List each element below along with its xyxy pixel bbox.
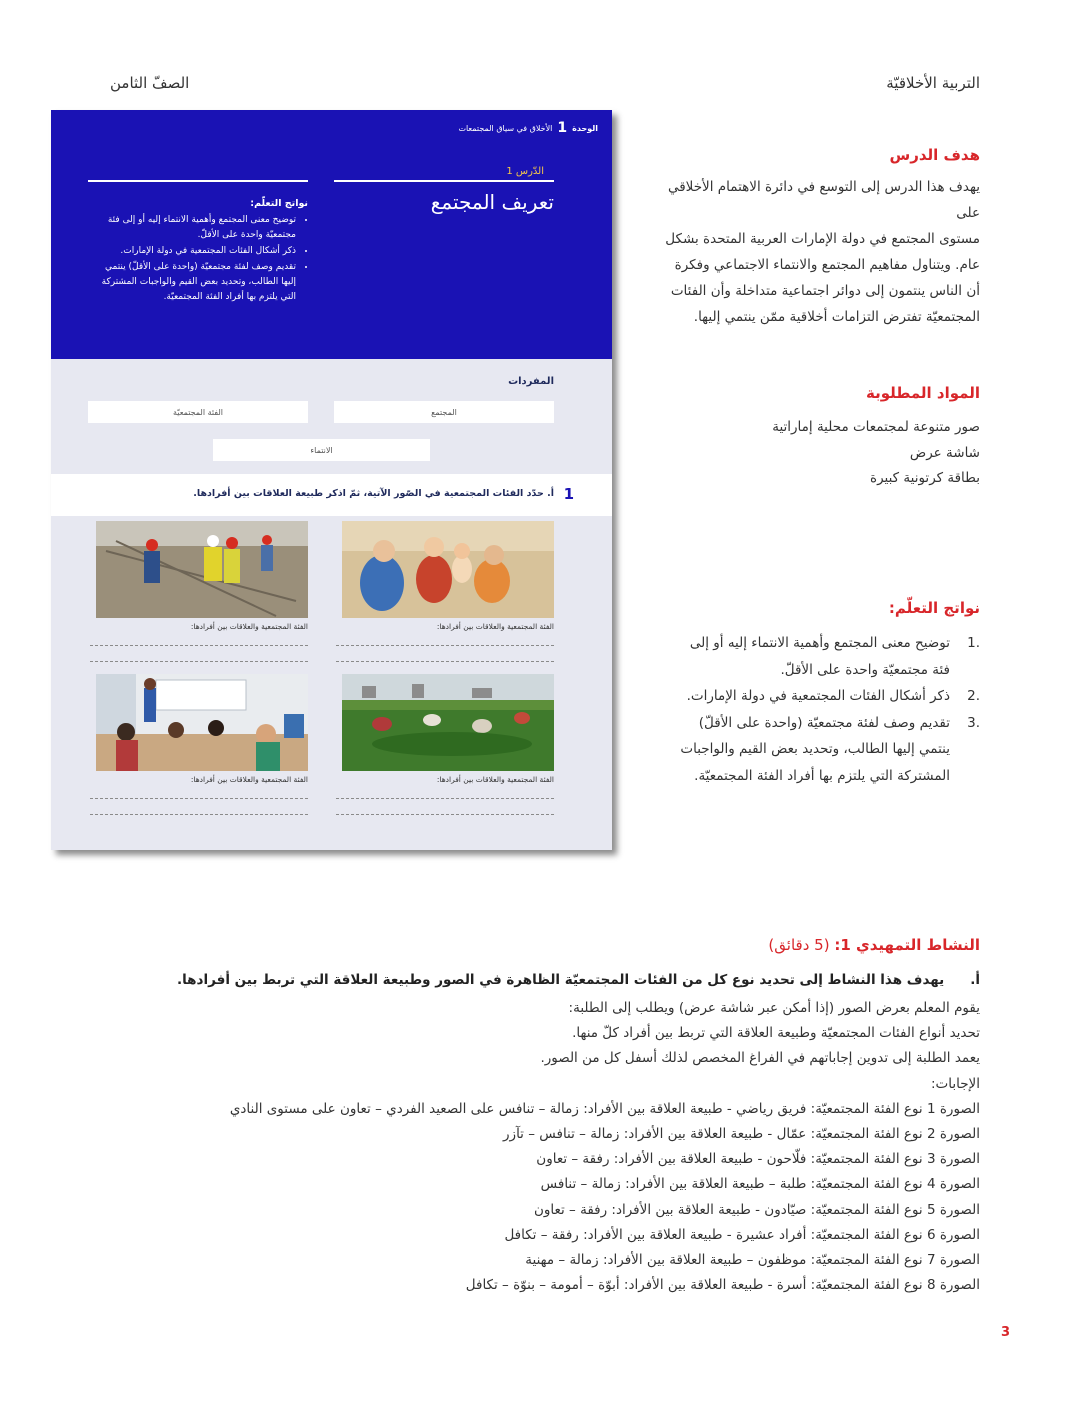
answer-line [336, 645, 554, 646]
activity-line: الإجابات: [930, 1075, 980, 1092]
subject-title: التربية الأخلاقيّة [886, 74, 980, 92]
student-book-page [51, 110, 612, 850]
book-outcome-item: • ذكر أشكال الفئات المجتمعية في دولة الإمارات. [88, 244, 296, 259]
question-number: 1 [563, 485, 574, 503]
photo-caption: الفئة المجتمعية والعلاقات بين أفرادها: [436, 775, 554, 784]
vocab-title: المفردات [508, 376, 554, 387]
outcome-text: تقديم وصف لفئة مجتمعيّة (واحدة على الأقلّ) ينتمي إليها الطالب، وتحديد بعض القيم والواجبات المشتركة التي يلتزم بها أفراد الفئة المجتمعيّة. [680, 714, 950, 784]
answer-line [336, 814, 554, 815]
lesson-label: الدّرس 1 [506, 166, 544, 177]
book-outcome-item: • تقديم وصف لفئة مجتمعيّة (واحدة على الأقلّ) ينتمي إليها الطالب، وتحديد بعض القيم والواجبات المشتركة التي يلتزم بها أفراد الفئة المجتمعيّة. [88, 260, 296, 305]
outcome-text: ذكر أشكال الفئات المجتمعية في دولة الإمارات. [686, 688, 950, 704]
activity-title-bold: النشاط التمهيدي 1: [834, 936, 980, 954]
answer-line-4: الصورة 4 نوع الفئة المجتمعيّة: طلبة – طبيعة العلاقة بين الأفراد: زمالة – تنافس [540, 1176, 980, 1193]
outcome-item [670, 710, 980, 790]
outcomes-rule [88, 180, 308, 182]
farmers-in-field-photo [342, 674, 554, 771]
answer-line [336, 798, 554, 799]
lesson-title: تعريف المجتمع [430, 190, 554, 214]
book-outcomes [88, 196, 308, 306]
answer-line-6: الصورة 6 نوع الفئة المجتمعيّة: أفراد عشيرة - طبيعة العلاقة بين الأفراد: رفقة – تكافل [504, 1226, 980, 1243]
vocab-box: الفئة المجتمعيّة [88, 401, 308, 423]
part-a-text: يهدف هذا النشاط إلى تحديد نوع كل من الفئات المجتمعيّة الظاهرة في الصور وطبيعة العلاقة التي تربط بين أفرادها. [176, 972, 945, 988]
material-item: شاشة عرض [909, 444, 980, 461]
part-a-letter: أ. [970, 972, 980, 988]
outcome-number: .1 [967, 635, 980, 651]
unit-title: الأخلاق في سياق المجتمعات [458, 123, 553, 133]
answer-line-2: الصورة 2 نوع الفئة المجتمعيّة: عمّال - طبيعة العلاقة بين الأفراد: زمالة – تنافس – تآزر [503, 1126, 980, 1143]
activity-part-a [177, 972, 980, 988]
goal-line: يهدف هذا الدرس إلى التوسع في دائرة الاهتمام الأخلاقي على [667, 179, 980, 221]
photo-caption: الفئة المجتمعية والعلاقات بين أفرادها: [190, 775, 308, 784]
activity-line: تحديد أنواع الفئات المجتمعيّة وطبيعة العلاقة التي تربط بين أفراد كلّ منها. [572, 1025, 980, 1042]
outcomes-list [670, 630, 980, 789]
outcome-item [670, 630, 980, 683]
goal-line: المجتمعيّة تفترض التزامات أخلاقية ممّن ينتمي إليها. [693, 309, 980, 325]
book-outcomes-title: نواتج التعلّم: [250, 198, 308, 209]
activity-duration: (5 دقائق) [768, 936, 830, 954]
classroom-photo [96, 674, 308, 771]
outcomes-title: نواتج التعلّم: [888, 599, 980, 617]
material-item: صور متنوعة لمجتمعات محلية إماراتية [772, 419, 980, 435]
goal-line: أن الناس ينتمون إلى دوائر اجتماعية متداخلة وأن الفئات [670, 283, 980, 299]
answer-line [336, 661, 554, 662]
goal-title: هدف الدرس [889, 146, 980, 164]
activity-line: يعمد الطلبة إلى تدوين إجاباتهم في الفراغ المخصص لذلك أسفل كل من الصور. [540, 1050, 980, 1067]
answer-line-8: الصورة 8 نوع الفئة المجتمعيّة: أسرة - طبيعة العلاقة بين الأفراد: أبوّة – أمومة – بنوّة – تكافل [465, 1277, 980, 1294]
activity-title [768, 936, 980, 954]
question-text: أ. حدّد الفئات المجتمعية في الصّور الآتية، ثمّ اذكر طبيعة العلاقات بين أفرادها. [193, 488, 554, 499]
question-bar [51, 474, 612, 516]
lesson-rule [334, 180, 554, 182]
materials-title: المواد المطلوبة [866, 384, 980, 402]
goal-line: مستوى المجتمع في دولة الإمارات العربية المتحدة بشكل [665, 231, 980, 247]
grade-label: الصفّ الثامن [110, 74, 190, 92]
outcome-number: .2 [967, 688, 980, 704]
activity-lines [100, 996, 980, 1298]
unit-number: 1 [557, 120, 568, 136]
activity-line: يقوم المعلم بعرض الصور (إذا أمكن عبر شاشة عرض) ويطلب إلى الطلبة: [568, 1000, 980, 1016]
photo-caption: الفئة المجتمعية والعلاقات بين أفرادها: [436, 622, 554, 631]
answer-line-1: الصورة 1 نوع الفئة المجتمعيّة: فريق رياضي - طبيعة العلاقة بين الأفراد: زمالة – تنافس على الصعيد الفردي – تعاون على مستوى النادي [229, 1100, 980, 1117]
answer-line [90, 661, 308, 662]
book-outcome-item: • توضيح معنى المجتمع وأهمية الانتماء إليه أو إلى فئة مجتمعيّة واحدة على الأقلّ. [88, 213, 296, 243]
answer-line-7: الصورة 7 نوع الفئة المجتمعيّة: موظفون – طبيعة العلاقة بين الأفراد: زمالة – مهنية [525, 1252, 980, 1269]
answer-line [90, 814, 308, 815]
vocab-box: الانتماء [213, 439, 430, 461]
unit-line [458, 120, 598, 136]
answer-line [90, 798, 308, 799]
page-number: 3 [1000, 1325, 1010, 1340]
boys-on-beach-photo [342, 521, 554, 618]
answer-line [90, 645, 308, 646]
answer-line-5: الصورة 5 نوع الفئة المجتمعيّة: صيّادون - طبيعة العلاقة بين الأفراد: رفقة – تعاون [533, 1201, 980, 1218]
lesson-header-panel [51, 110, 612, 359]
unit-word: الوحدة [572, 123, 598, 133]
material-item: بطاقة كرتونية كبيرة [870, 470, 980, 486]
outcome-item [670, 683, 980, 710]
vocab-box: المجتمع [334, 401, 554, 423]
goal-line: عام. ويتناول مفاهيم المجتمع والانتماء الاجتماعي وفكرة [674, 257, 980, 273]
outcome-text: توضيح معنى المجتمع وأهمية الانتماء إليه أو إلى فئة مجتمعيّة واحدة على الأقلّ. [689, 635, 950, 678]
goal-paragraph [660, 174, 980, 330]
answer-line-3: الصورة 3 نوع الفئة المجتمعيّة: فلّاحون - طبيعة العلاقة بين الأفراد: رفقة – تعاون [536, 1151, 980, 1168]
workers-photo [96, 521, 308, 618]
outcome-number: .3 [967, 714, 980, 731]
photo-caption: الفئة المجتمعية والعلاقات بين أفرادها: [190, 622, 308, 631]
materials-list [772, 415, 980, 492]
